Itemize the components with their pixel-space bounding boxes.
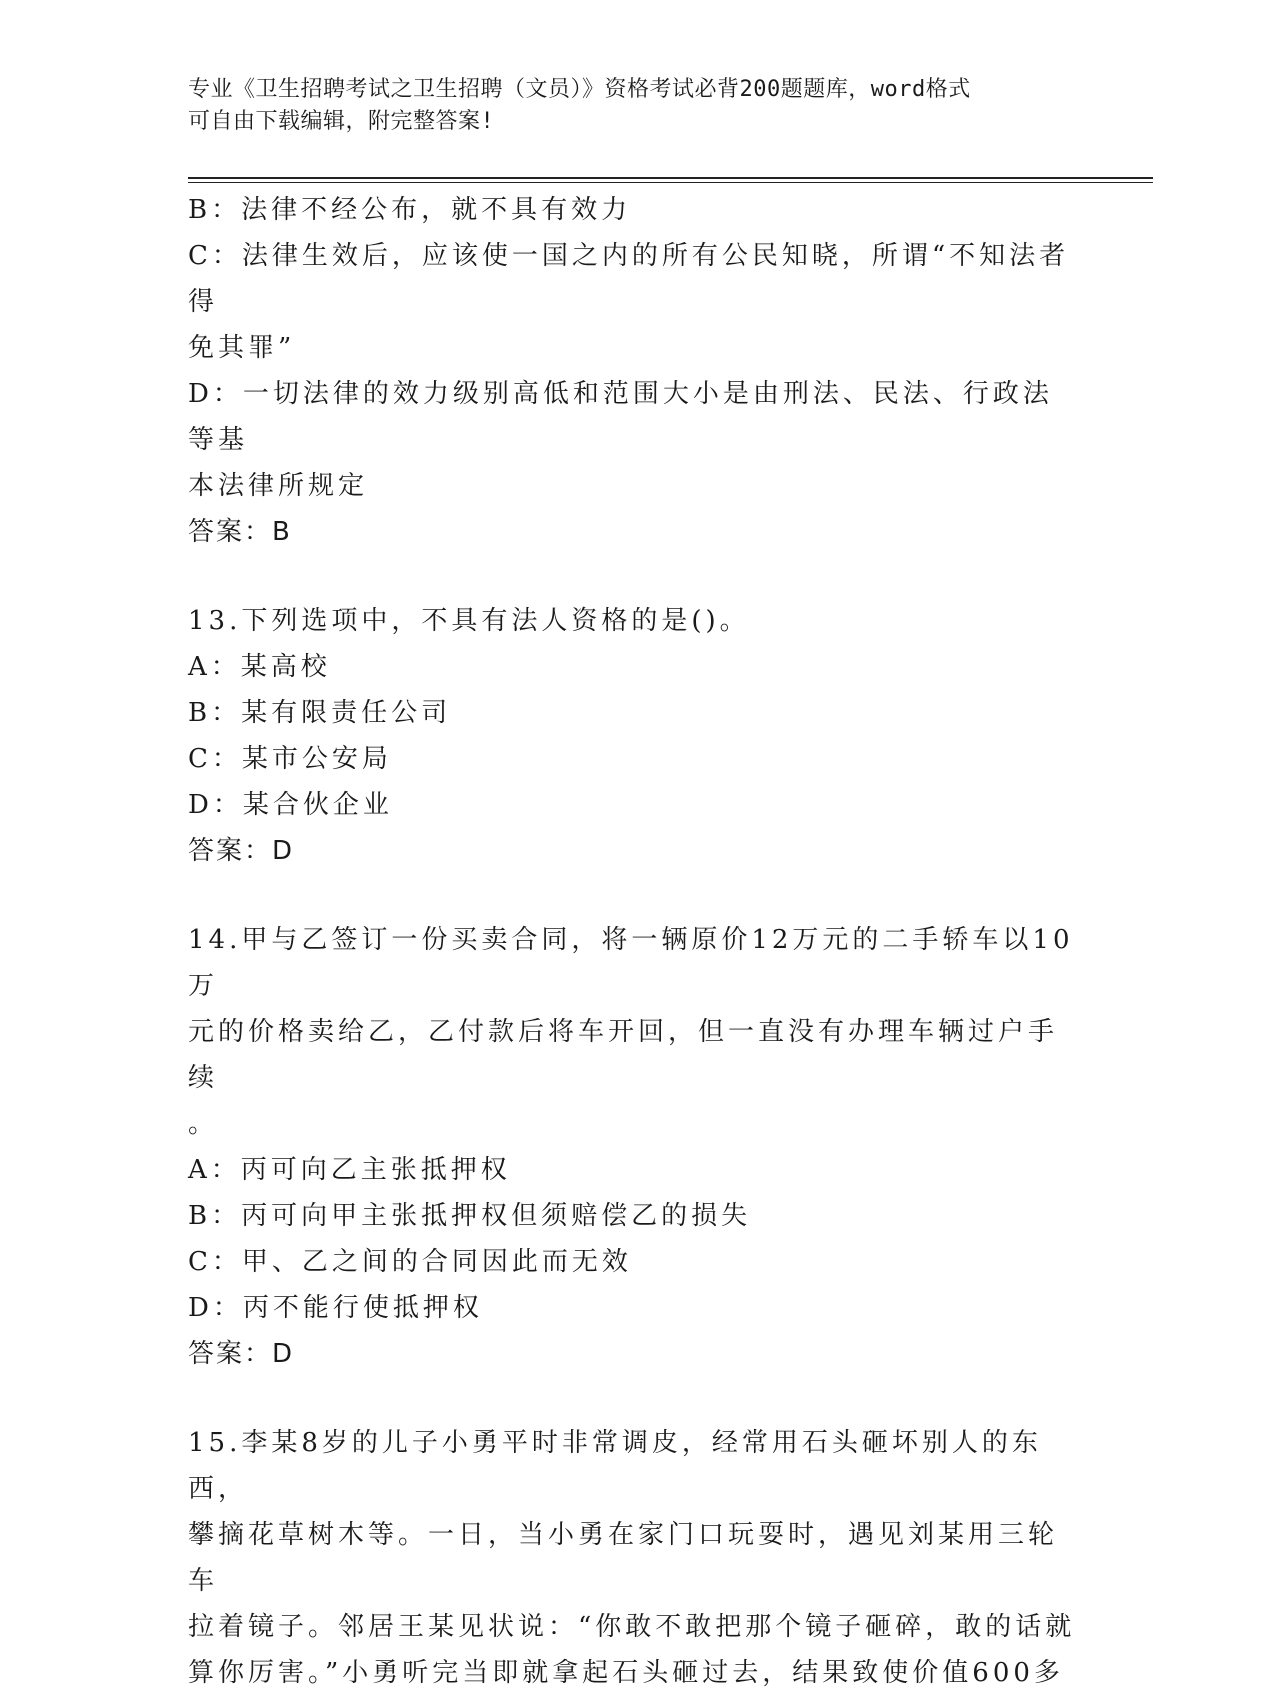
question-15-block — [188, 1420, 1080, 1696]
option-d: D：一切法律的效力级别高低和范围大小是由刑法、民法、行政法等基 — [188, 379, 1053, 455]
header-divider — [188, 177, 1153, 179]
question-content — [188, 187, 1080, 1696]
header-divider-thin — [188, 182, 1153, 183]
question-stem-line-2: 元的价格卖给乙，乙付款后将车开回，但一直没有办理车辆过户手续 — [188, 1017, 1059, 1093]
question-stem-line-3: 。 — [188, 1109, 219, 1139]
question-stem: 13.下列选项中，不具有法人资格的是()。 — [188, 606, 750, 636]
question-stem-line-3: 拉着镜子。邻居王某见状说：“你敢不敢把那个镜子砸碎，敢的话就 — [188, 1612, 1076, 1642]
answer-label: 答案：D — [188, 836, 295, 866]
question-stem-line-4: 算你厉害。”小勇听完当即就拿起石头砸过去，结果致使价值600多 — [188, 1658, 1064, 1688]
option-b: B：某有限责任公司 — [188, 698, 452, 728]
option-d: D：丙不能行使抵押权 — [188, 1293, 483, 1323]
document-header — [188, 74, 1068, 138]
question-stem-line-1: 15.李某8岁的儿子小勇平时非常调皮，经常用石头砸坏别人的东西， — [188, 1428, 1042, 1504]
option-c: C：甲、乙之间的合同因此而无效 — [188, 1247, 632, 1277]
option-c-continued: 免其罪” — [188, 333, 296, 363]
question-stem-line-1: 14.甲与乙签订一份买卖合同，将一辆原价12万元的二手轿车以10万 — [188, 925, 1074, 1001]
option-b: B：丙可向甲主张抵押权但须赔偿乙的损失 — [188, 1201, 752, 1231]
header-line-1: 专业《卫生招聘考试之卫生招聘（文员）》资格考试必背200题题库，word格式 — [188, 77, 971, 102]
option-d-continued: 本法律所规定 — [188, 471, 369, 501]
option-c: C：法律生效后，应该使一国之内的所有公民知晓，所谓“不知法者得 — [188, 241, 1070, 317]
question-stem-line-2: 攀摘花草树木等。一日，当小勇在家门口玩耍时，遇见刘某用三轮车 — [188, 1520, 1059, 1596]
option-a: A：某高校 — [188, 652, 331, 682]
question-14-block — [188, 917, 1080, 1377]
question-13-block — [188, 598, 1080, 874]
header-line-2: 可自由下载编辑，附完整答案! — [188, 109, 495, 134]
answer-label: 答案：D — [188, 1339, 295, 1369]
option-c: C：某市公安局 — [188, 744, 392, 774]
option-d: D：某合伙企业 — [188, 790, 393, 820]
answer-label: 答案：B — [188, 517, 292, 547]
option-b: B：法律不经公布，就不具有效力 — [188, 195, 632, 225]
prev-question-block — [188, 187, 1080, 555]
option-a: A：丙可向乙主张抵押权 — [188, 1155, 511, 1185]
